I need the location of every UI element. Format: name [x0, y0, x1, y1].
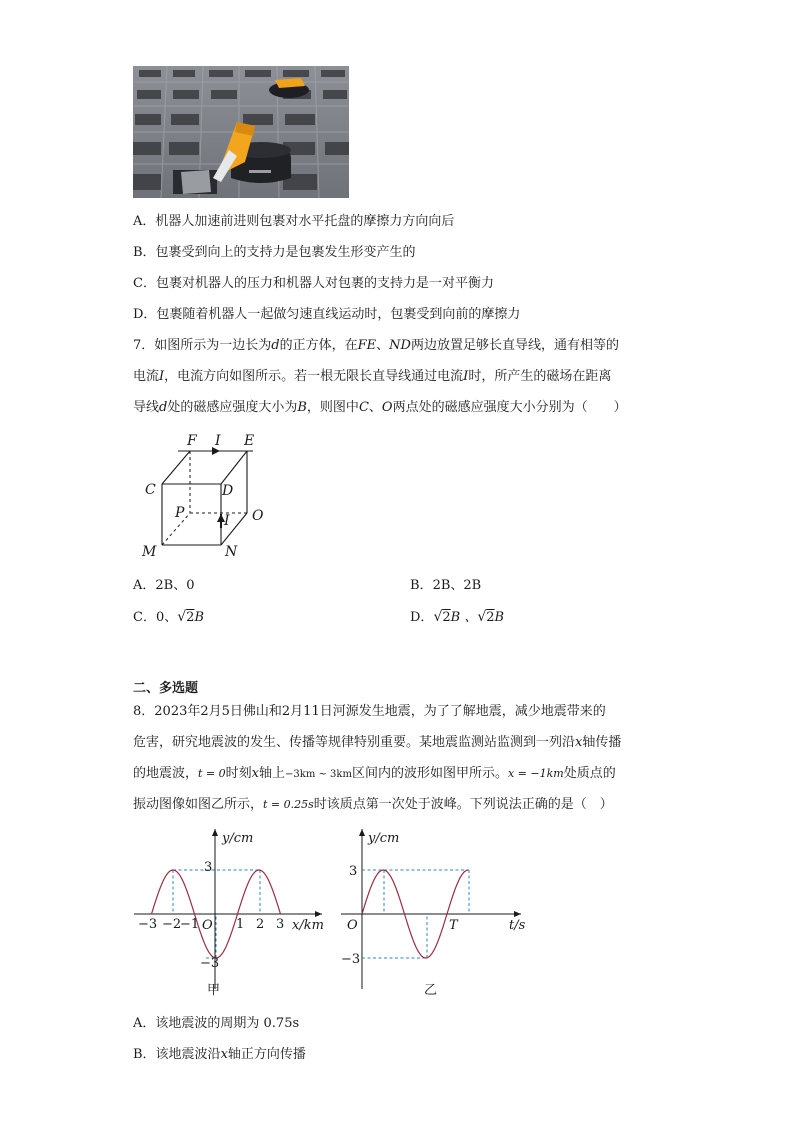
var-x: x [251, 766, 260, 781]
q7-option-c [133, 608, 204, 627]
t-tick-T: T [449, 918, 458, 933]
text: 轴上 [259, 766, 286, 781]
x-axis-label: x/km [292, 918, 324, 933]
y-tick-minus3: −3 [341, 952, 361, 967]
origin-label: O [347, 918, 358, 933]
text: 危害，研究地震波的发生、传播等规律特别重要。某地震监测站监测到一列沿 [133, 735, 576, 750]
label-c: C [145, 482, 156, 498]
option-prefix: A． [133, 578, 156, 593]
text: 处质点的 [563, 766, 616, 781]
var-o: O [381, 400, 393, 415]
label-n: N [225, 544, 238, 560]
edge-de [221, 451, 247, 484]
q6-option-d: D．包裹随着机器人一起做匀速直线运动时，包裹受到向前的摩擦力 [133, 307, 521, 322]
graph-caption: 甲 [207, 983, 221, 998]
y-axis-label: y/cm [222, 831, 254, 846]
sqrt-radicand: 2 [442, 610, 451, 625]
q7-option-b [410, 577, 481, 595]
q7-stem-line-3 [133, 399, 627, 417]
var-d: d [271, 338, 280, 353]
q7-stem-line-1 [133, 337, 619, 355]
q7-stem-line-2 [133, 368, 611, 386]
option-prefix: D． [410, 610, 434, 625]
x-tick-1: 1 [236, 917, 245, 932]
q7-option-a [133, 577, 195, 595]
origin-label: O [202, 918, 213, 933]
q8-option-b [133, 1046, 306, 1064]
t-axis-label: t/s [509, 918, 526, 933]
robot-sorting-photo [133, 66, 349, 198]
text: 两点处的磁感应强度大小分别为（ ） [392, 400, 627, 415]
var-d: d [159, 400, 168, 415]
expr-t: t = 0.25s [263, 798, 314, 811]
var-b: B [494, 610, 505, 625]
sqrt-symbol: √ [433, 609, 443, 625]
text: ，电流方向如图所示。若一根无限长直导线通过电流 [164, 369, 464, 384]
q8-stem-line-4 [133, 796, 613, 814]
y-tick-minus3: −3 [200, 956, 220, 971]
option-prefix: C． [133, 610, 156, 625]
q6-option-c: C．包裹对机器人的压力和机器人对包裹的支持力是一对平衡力 [133, 276, 494, 291]
var-nd: ND [389, 338, 411, 353]
expr-range: −3km ~ 3km [285, 769, 352, 780]
graph-yi [335, 825, 530, 1000]
x-tick-2: 2 [256, 917, 265, 932]
text: 处的磁感应强度大小为 [167, 400, 298, 415]
text: 导线 [133, 400, 160, 415]
graph-jia [130, 825, 330, 1000]
var-b: B [194, 610, 204, 625]
var-b: B [297, 400, 307, 415]
label-d: D [222, 483, 234, 499]
cube-figure [135, 428, 275, 563]
x-tick-3: 3 [276, 917, 285, 932]
label-m: M [142, 544, 157, 560]
text: 电流 [133, 369, 160, 384]
text: 、 [368, 400, 382, 415]
var-fe: FE [357, 338, 377, 353]
text: 时该质点第一次处于波峰。下列说法正确的是（ ） [313, 797, 613, 812]
expr-t0: t = 0 [198, 767, 226, 780]
graph-caption: 乙 [424, 983, 438, 998]
y-axis-label: y/cm [368, 831, 400, 846]
x-tick-minus2: −2 [162, 917, 182, 932]
label-o: O [252, 508, 264, 524]
q6-option-b: B．包裹受到向上的支持力是包裹发生形变产生的 [133, 245, 416, 260]
text: 的正方体，在 [279, 338, 358, 353]
label-i-top: I [215, 433, 221, 449]
section-title: 二、多选题 [133, 681, 199, 696]
q7-option-d [410, 608, 504, 627]
var-i: I [159, 369, 165, 384]
robot-photo-drawing [133, 66, 349, 198]
text: 轴传播 [582, 735, 622, 750]
x-tick-minus1: −1 [180, 917, 200, 932]
sqrt-radicand: 2 [486, 610, 495, 625]
q8-stem-line-3 [133, 765, 616, 784]
x-tick-minus3: −3 [138, 917, 158, 932]
option-text: B 、 [450, 610, 478, 625]
label-f: F [187, 433, 197, 449]
y-tick-3: 3 [204, 860, 213, 875]
option-text: 2B、0 [155, 578, 195, 593]
q8-option-a: A．该地震波的周期为 0.75s [133, 1016, 300, 1031]
edge-cf [162, 451, 190, 484]
label-e: E [244, 433, 255, 449]
sqrt-radicand: 2 [186, 610, 195, 625]
label-i-mid: I [224, 513, 230, 529]
var-x: x [575, 735, 583, 750]
text: 时，所产生的磁场在距离 [468, 369, 612, 384]
text: 两边放置足够长直导线，通有相等的 [410, 338, 619, 353]
text: 、 [376, 338, 390, 353]
var-c: C [358, 400, 369, 415]
option-text: 2B、2B [432, 578, 482, 593]
text: ，则图中 [306, 400, 359, 415]
label-p: P [175, 505, 185, 521]
var-x: x [220, 1047, 228, 1062]
q8-stem-line-1: 8．2023年2月5日佛山和2月11日河源发生地震，为了了解地震，减少地震带来的 [133, 704, 606, 719]
text: 的地震波， [133, 766, 199, 781]
text: 7．如图所示为一边长为 [133, 338, 272, 353]
sqrt-symbol: √ [177, 609, 187, 625]
q6-option-a: A．机器人加速前进则包裹对水平托盘的摩擦力方向向后 [133, 214, 455, 229]
option-text: 0、 [155, 610, 178, 625]
text: 轴正方向传播 [227, 1047, 306, 1062]
option-prefix: B． [410, 578, 433, 593]
text: B．该地震波沿 [133, 1047, 221, 1062]
text: 时刻 [225, 766, 252, 781]
text: 振动图像如图乙所示， [133, 797, 264, 812]
var-i: I [463, 369, 469, 384]
expr-x: x = −1km [507, 767, 564, 780]
text: 区间内的波形如图甲所示。 [351, 766, 508, 781]
q8-stem-line-2 [133, 734, 621, 752]
sqrt-symbol: √ [477, 609, 487, 625]
y-tick-3: 3 [349, 864, 358, 879]
